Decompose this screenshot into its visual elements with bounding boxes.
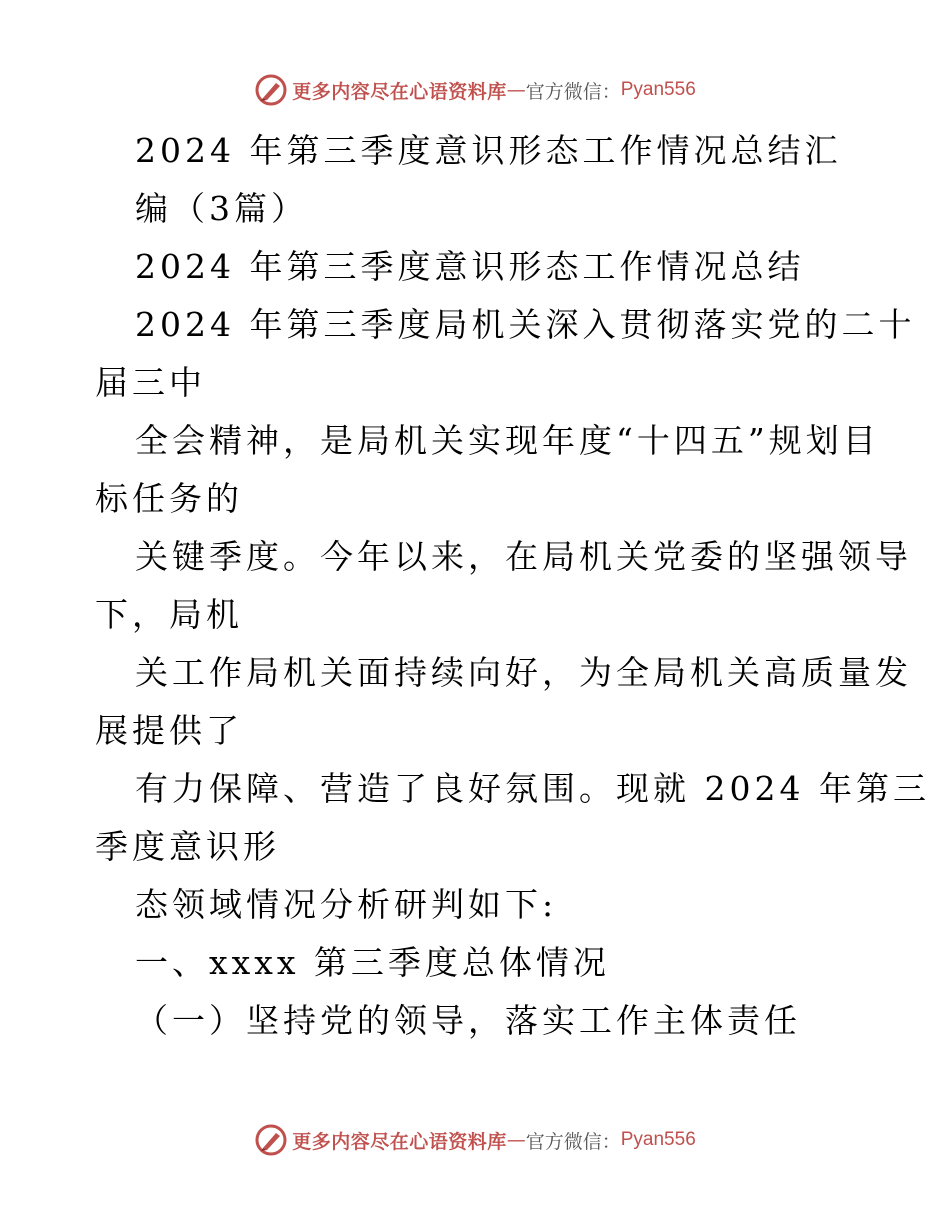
- watermark-dash: —: [506, 79, 526, 101]
- watermark-main-text: 更多内容尽在心语资料库: [292, 80, 507, 103]
- document-body: [95, 122, 930, 1050]
- paragraph-line: 关工作局机关面持续向好，为全局机关高质量发: [135, 653, 912, 692]
- subsection-heading: （一）坚持党的领导，落实工作主体责任: [135, 1001, 801, 1040]
- paragraph-line: 下，局机: [95, 595, 243, 634]
- paragraph-line: 标任务的: [95, 479, 243, 518]
- watermark-wechat-id: Pyan556: [620, 1129, 696, 1150]
- paragraph-line: 届三中: [95, 363, 206, 402]
- watermark-main-text: 更多内容尽在心语资料库: [292, 1130, 507, 1153]
- doc-subtitle: 2024 年第三季度意识形态工作情况总结: [135, 247, 805, 286]
- watermark-header: [0, 70, 950, 110]
- doc-title-line-1: 2024 年第三季度意识形态工作情况总结汇: [135, 131, 842, 170]
- paragraph-line: 全会精神，是局机关实现年度“十四五”规划目: [135, 421, 880, 460]
- paragraph-line: 关键季度。今年以来，在局机关党委的坚强领导: [135, 537, 912, 576]
- paragraph-line: 有力保障、营造了良好氛围。现就 2024 年第三: [135, 769, 930, 808]
- paragraph-line: 2024 年第三季度局机关深入贯彻落实党的二十: [135, 305, 916, 344]
- watermark-label: 官方微信：: [525, 80, 621, 103]
- doc-title-line-2: 编（3篇）: [135, 189, 308, 228]
- section-heading: 一、xxxx 第三季度总体情况: [135, 943, 610, 982]
- paragraph-line: 展提供了: [95, 711, 243, 750]
- watermark-footer: [0, 1120, 950, 1160]
- watermark-wechat-id: Pyan556: [620, 79, 696, 100]
- watermark-dash: —: [506, 1129, 526, 1151]
- watermark-label: 官方微信：: [525, 1130, 621, 1153]
- paragraph-line: 态领域情况分析研判如下:: [135, 885, 558, 924]
- pen-logo-icon: [254, 73, 288, 107]
- pen-logo-icon: [254, 1123, 288, 1157]
- paragraph-line: 季度意识形: [95, 827, 280, 866]
